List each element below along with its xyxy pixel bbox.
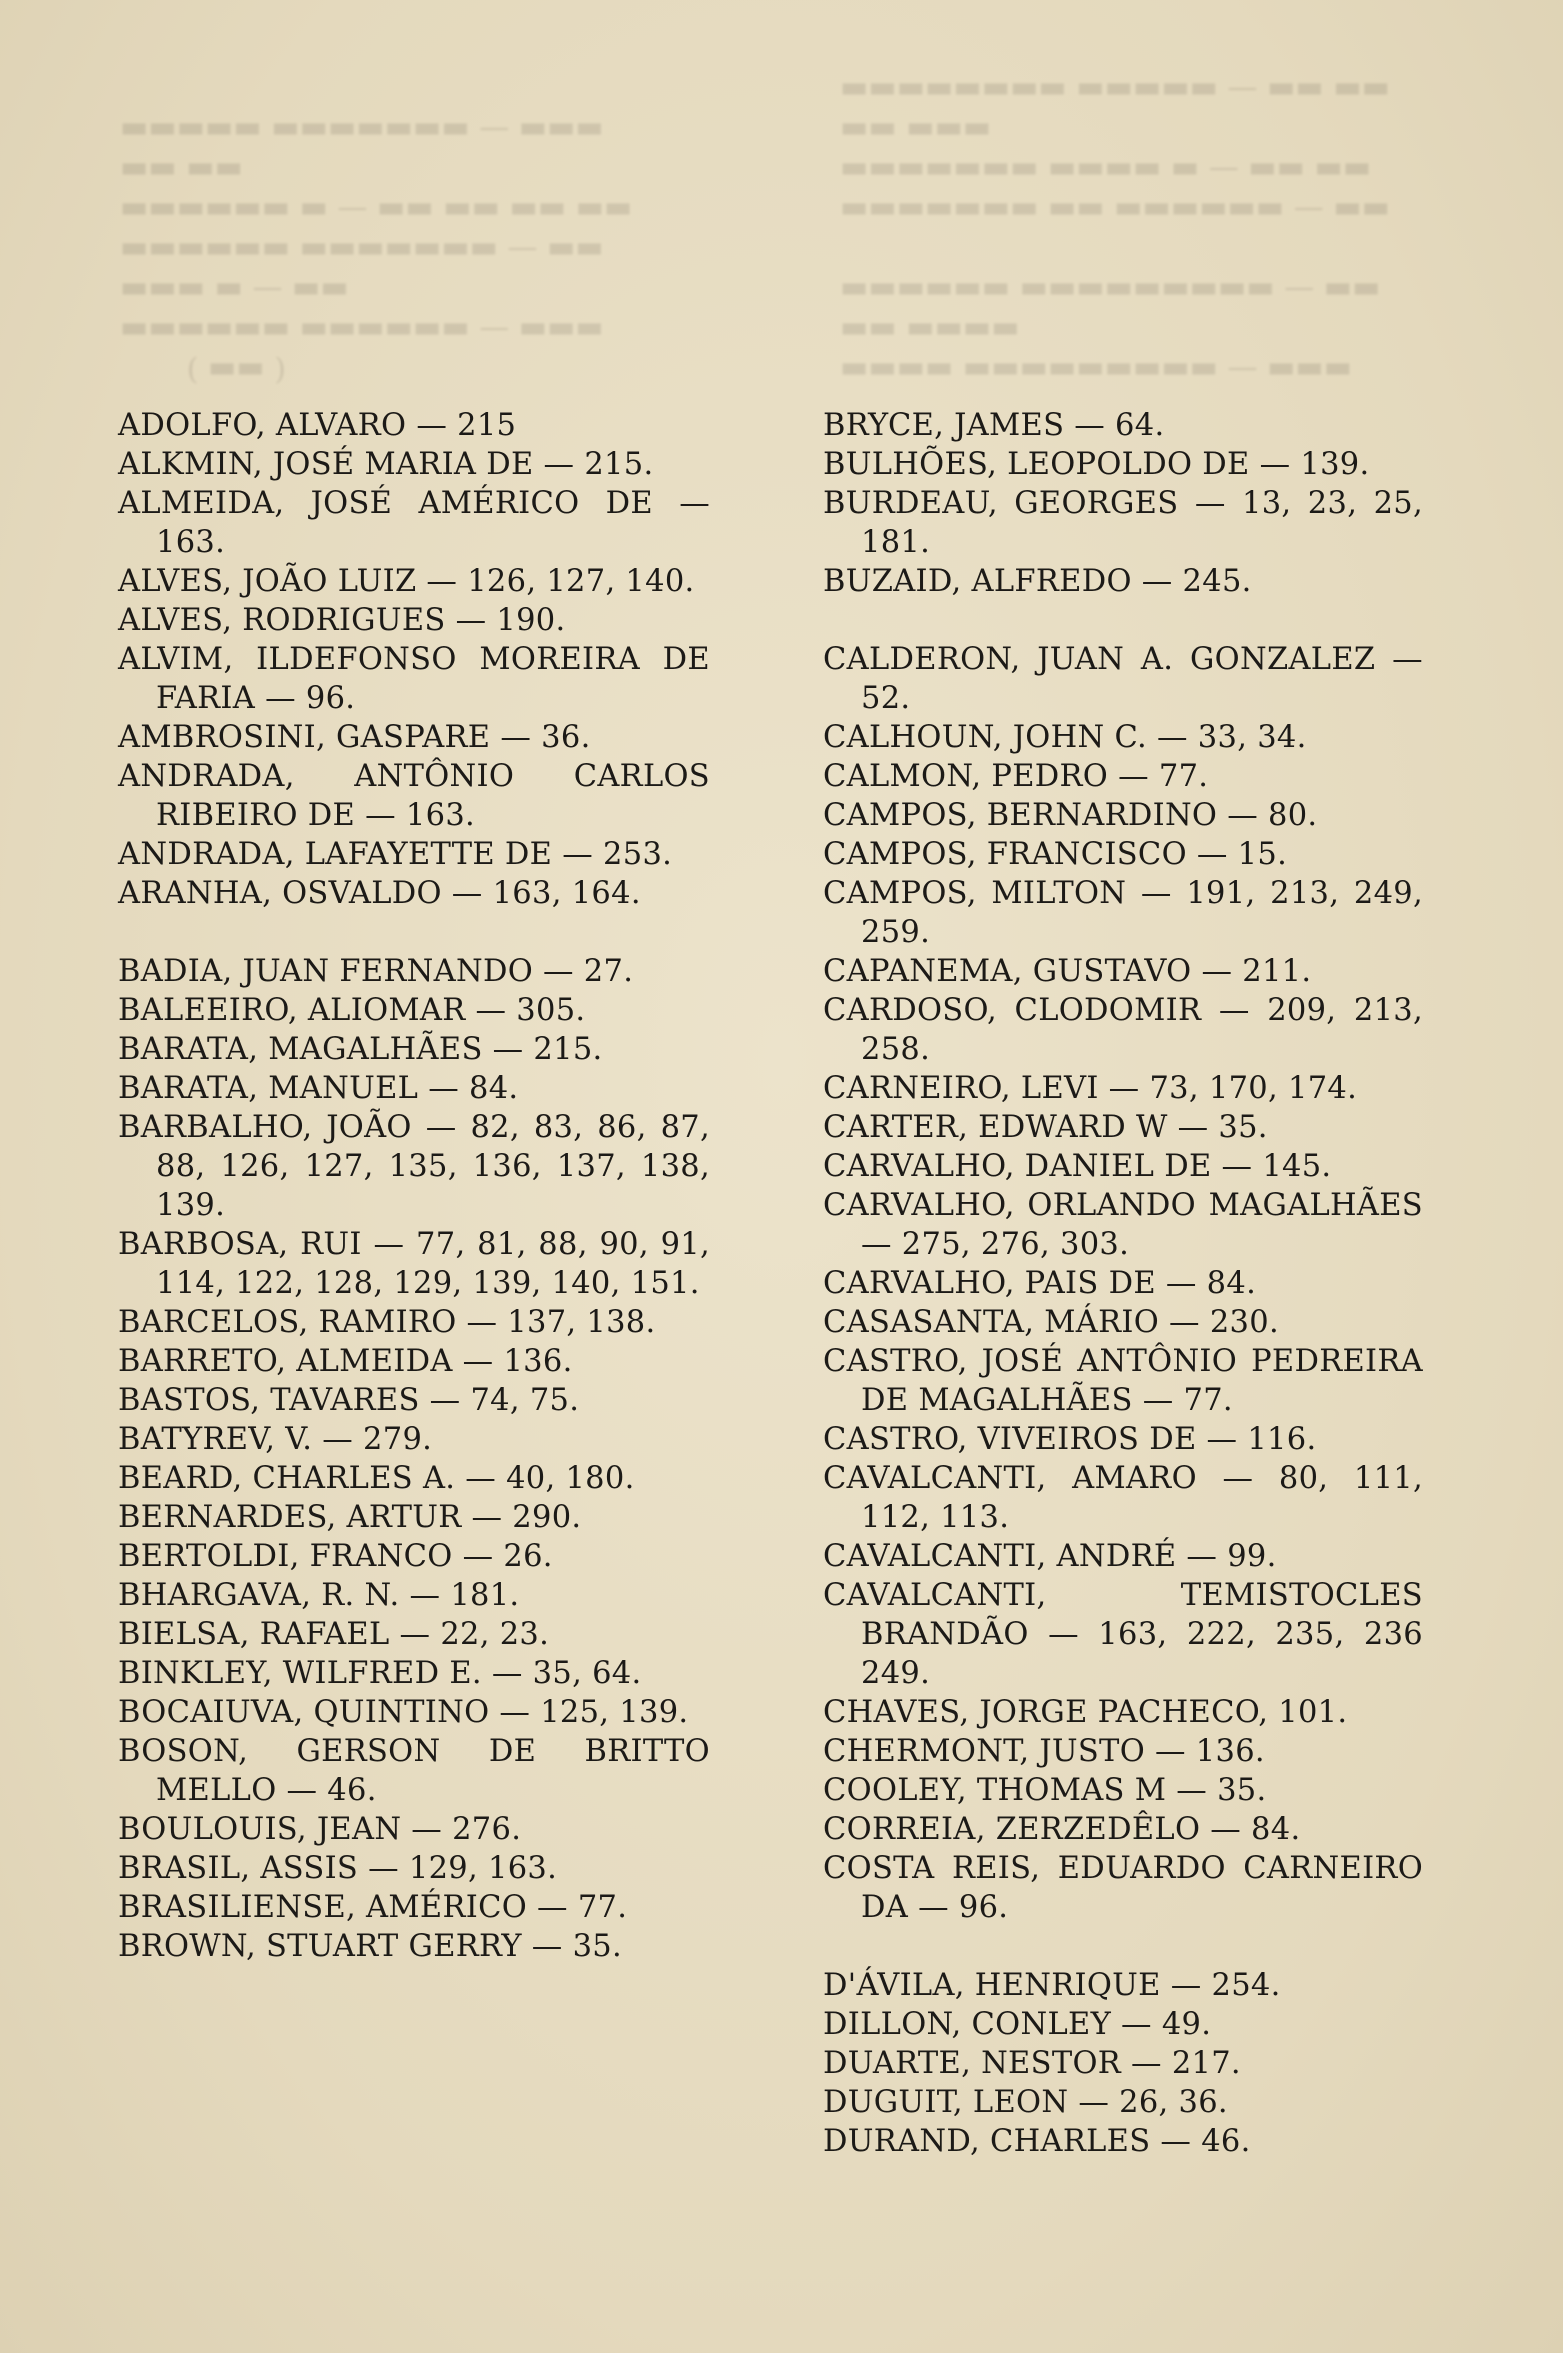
index-entry: BIELSA, RAFAEL — 22, 23. <box>118 1617 550 1652</box>
index-entry: DUGUIT, LEON — 26, 36. <box>823 2085 1228 2120</box>
index-entry: CARVALHO, DANIEL DE — 145. <box>823 1149 1332 1184</box>
index-entry: BARCELOS, RAMIRO — 137, 138. <box>118 1305 656 1340</box>
letter-group-gap <box>823 1927 1423 1966</box>
index-column-right <box>823 406 1423 2161</box>
index-entry: CARDOSO, CLODOMIR — 209, 213, 258. <box>823 993 1423 1067</box>
index-entry: BEARD, CHARLES A. — 40, 180. <box>118 1461 635 1496</box>
index-entry: CARVALHO, ORLANDO MAGALHÃES — 275, 276, 303. <box>823 1188 1423 1262</box>
index-entry: CASASANTA, MÁRIO — 230. <box>823 1305 1279 1340</box>
index-entry: ALKMIN, JOSÉ MARIA DE — 215. <box>118 447 654 482</box>
index-entry: CALMON, PEDRO — 77. <box>823 759 1209 794</box>
index-entry: BARATA, MANUEL — 84. <box>118 1071 519 1106</box>
index-entry: ALVES, RODRIGUES — 190. <box>118 603 566 638</box>
index-entry: BADIA, JUAN FERNANDO — 27. <box>118 954 634 989</box>
index-entry: BRYCE, JAMES — 64. <box>823 408 1165 443</box>
index-entry: CASTRO, JOSÉ ANTÔNIO PEDREIRA DE MAGALHÃES — 77. <box>823 1344 1423 1418</box>
show-through-text: ▬▬▬▬ ▬▬▬▬▬▬▬▬▬ — ▬▬▬ ▬▬ ▬▬▬▬ ▬▬▬▬▬▬ ▬▬▬▬▬▬▬▬▬ — ▬▬ ▬▬▬▬▬▬▬ ▬▬ ▬▬▬▬▬▬ — ▬▬ ▬▬▬▬▬▬▬ ▬▬▬▬ ▬ — ▬▬ ▬▬ ▬▬ ▬▬▬ ▬▬▬▬▬▬▬▬ ▬▬▬▬▬ — ▬▬ ▬▬ ( ▬▬ ) ▬▬▬▬▬▬ ▬▬▬▬▬▬ — ▬▬▬ ▬▬▬ ▬ — ▬▬ ▬▬▬▬▬▬ ▬▬▬▬▬▬▬ — ▬▬ ▬▬▬▬▬▬ ▬ — ▬▬ ▬▬ ▬▬ ▬▬ ▬▬ ▬▬ ▬▬▬▬▬ ▬▬▬▬▬▬▬ — ▬▬▬ <box>120 73 1391 388</box>
index-entry: D'ÁVILA, HENRIQUE — 254. <box>823 1968 1281 2003</box>
index-entry: CALDERON, JUAN A. GONZALEZ — 52. <box>823 642 1423 716</box>
index-entry: BUZAID, ALFREDO — 245. <box>823 564 1252 599</box>
index-column-left <box>118 406 710 1966</box>
index-entry: BOULOUIS, JEAN — 276. <box>118 1812 522 1847</box>
index-entry: AMBROSINI, GASPARE — 36. <box>118 720 591 755</box>
index-entry: CARNEIRO, LEVI — 73, 170, 174. <box>823 1071 1358 1106</box>
index-entry: BALEEIRO, ALIOMAR — 305. <box>118 993 586 1028</box>
index-entry: BOSON, GERSON DE BRITTO MELLO — 46. <box>118 1734 710 1808</box>
index-entry: CARTER, EDWARD W — 35. <box>823 1110 1268 1145</box>
index-entry: BURDEAU, GEORGES — 13, 23, 25, 181. <box>823 486 1423 560</box>
index-entry: BARRETO, ALMEIDA — 136. <box>118 1344 573 1379</box>
index-entry: BINKLEY, WILFRED E. — 35, 64. <box>118 1656 642 1691</box>
index-entry: DILLON, CONLEY — 49. <box>823 2007 1212 2042</box>
index-entry: ADOLFO, ALVARO — 215 <box>118 408 517 443</box>
index-entry: CAVALCANTI, ANDRÉ — 99. <box>823 1539 1277 1574</box>
index-entry: BHARGAVA, R. N. — 181. <box>118 1578 520 1613</box>
index-entry: DURAND, CHARLES — 46. <box>823 2124 1251 2159</box>
index-entry: BRASILIENSE, AMÉRICO — 77. <box>118 1890 628 1925</box>
index-entry: BARBOSA, RUI — 77, 81, 88, 90, 91, 114, 122, 128, 129, 139, 140, 151. <box>118 1227 710 1301</box>
index-entry: CAMPOS, FRANCISCO — 15. <box>823 837 1288 872</box>
index-entry: BRASIL, ASSIS — 129, 163. <box>118 1851 558 1886</box>
index-entry: COSTA REIS, EDUARDO CARNEIRO DA — 96. <box>823 1851 1423 1925</box>
index-entry: CORREIA, ZERZEDÊLO — 84. <box>823 1812 1301 1847</box>
index-entry: CAVALCANTI, AMARO — 80, 111, 112, 113. <box>823 1461 1423 1535</box>
index-entry: BULHÕES, LEOPOLDO DE — 139. <box>823 447 1370 482</box>
index-entry: BASTOS, TAVARES — 74, 75. <box>118 1383 580 1418</box>
index-entry: COOLEY, THOMAS M — 35. <box>823 1773 1267 1808</box>
index-entry: CAVALCANTI, TEMISTOCLES BRANDÃO — 163, 222, 235, 236 249. <box>823 1578 1423 1691</box>
index-entry: CHERMONT, JUSTO — 136. <box>823 1734 1265 1769</box>
index-entry: ANDRADA, ANTÔNIO CARLOS RIBEIRO DE — 163. <box>118 759 710 833</box>
index-entry: CAMPOS, MILTON — 191, 213, 249, 259. <box>823 876 1423 950</box>
letter-group-gap <box>823 601 1423 640</box>
index-entry: CAPANEMA, GUSTAVO — 211. <box>823 954 1312 989</box>
index-entry: CASTRO, VIVEIROS DE — 116. <box>823 1422 1317 1457</box>
index-entry: BATYREV, V. — 279. <box>118 1422 433 1457</box>
index-entry: ARANHA, OSVALDO — 163, 164. <box>118 876 641 911</box>
index-entry: CAMPOS, BERNARDINO — 80. <box>823 798 1318 833</box>
index-entry: ALMEIDA, JOSÉ AMÉRICO DE — 163. <box>118 486 710 560</box>
index-entry: BOCAIUVA, QUINTINO — 125, 139. <box>118 1695 689 1730</box>
index-entry: BARATA, MAGALHÃES — 215. <box>118 1032 603 1067</box>
index-entry: CHAVES, JORGE PACHECO, 101. <box>823 1695 1348 1730</box>
index-entry: ALVES, JOÃO LUIZ — 126, 127, 140. <box>118 564 695 599</box>
index-entry: BERNARDES, ARTUR — 290. <box>118 1500 582 1535</box>
index-entry: ALVIM, ILDEFONSO MOREIRA DE FARIA — 96. <box>118 642 710 716</box>
index-entry: DUARTE, NESTOR — 217. <box>823 2046 1241 2081</box>
index-entry: CALHOUN, JOHN C. — 33, 34. <box>823 720 1307 755</box>
index-entry: BARBALHO, JOÃO — 82, 83, 86, 87, 88, 126, 127, 135, 136, 137, 138, 139. <box>118 1110 710 1223</box>
index-entry: CARVALHO, PAIS DE — 84. <box>823 1266 1257 1301</box>
index-entry: ANDRADA, LAFAYETTE DE — 253. <box>118 837 673 872</box>
letter-group-gap <box>118 913 710 952</box>
index-entry: BERTOLDI, FRANCO — 26. <box>118 1539 553 1574</box>
index-entry: BROWN, STUART GERRY — 35. <box>118 1929 623 1964</box>
